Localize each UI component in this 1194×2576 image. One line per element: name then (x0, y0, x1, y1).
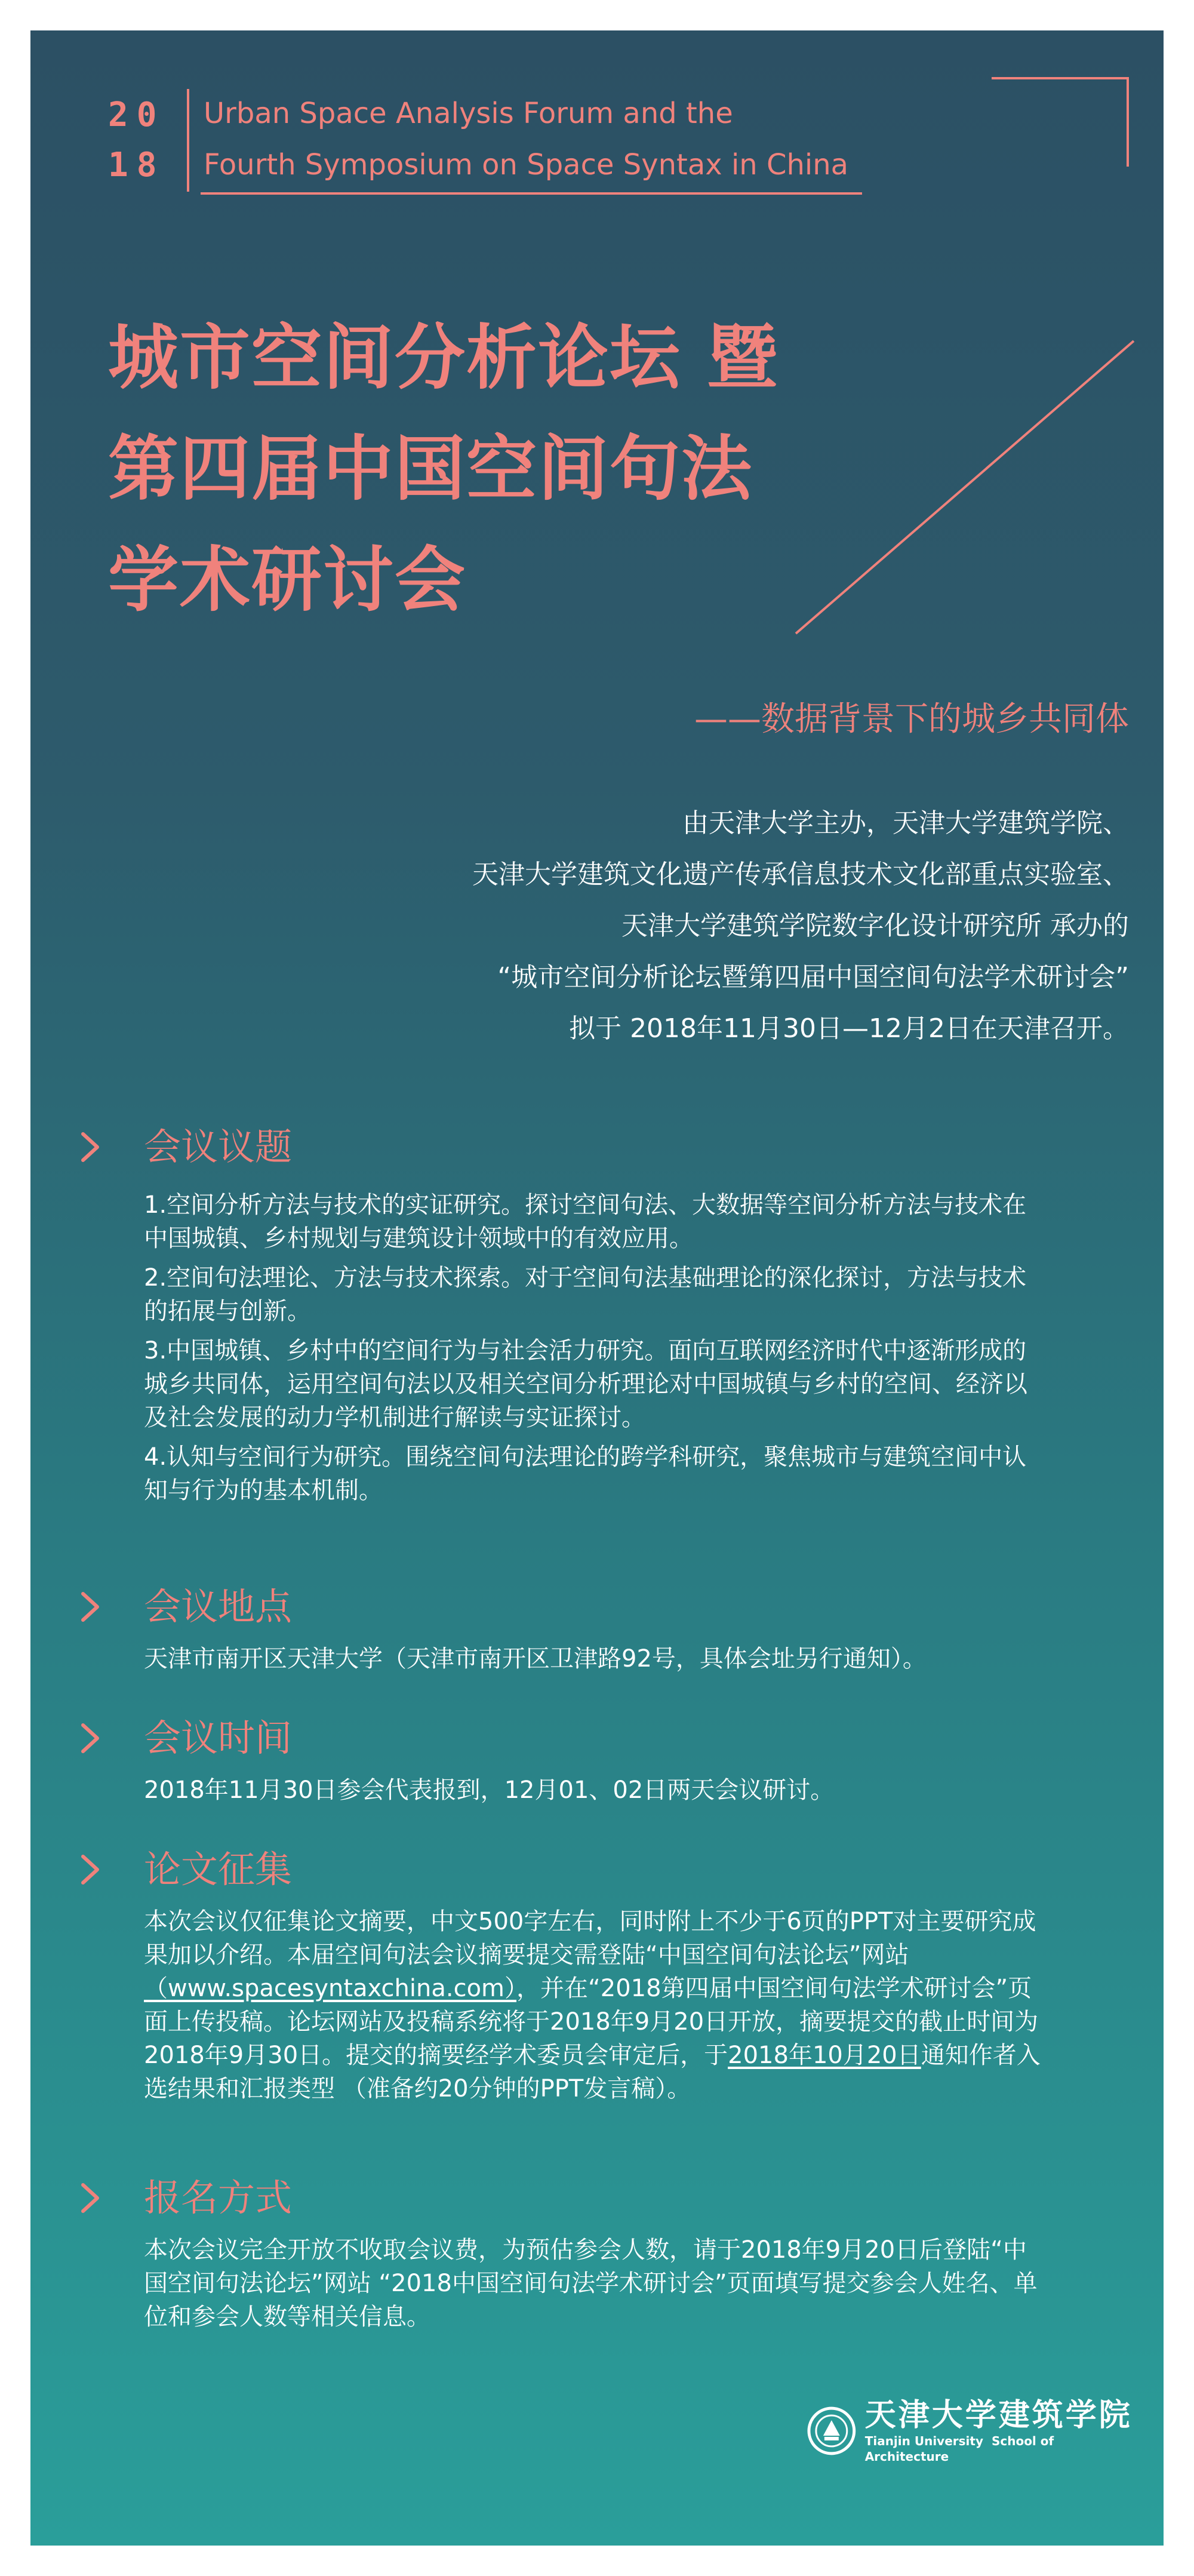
section-title: 报名方式 (144, 2176, 293, 2220)
chevron-right-icon (78, 1126, 114, 1168)
diagonal-line-decoration (30, 30, 1164, 687)
venue-text: 天津市南开区天津大学（天津市南开区卫津路92号，具体会址另行通知）。 (144, 1645, 927, 1673)
intro-line: 天津大学建筑学院数字化设计研究所 承办的 (621, 911, 1129, 941)
intro-line: 由天津大学主办，天津大学建筑学院、 (682, 808, 1129, 838)
topic-item: 2.空间句法理论、方法与技术探索。对于空间句法基础理论的深化探讨，方法与技术的拓展与创新。 (144, 1264, 1027, 1325)
intro-line: 拟于 2018年11月30日—12月2日在天津召开。 (569, 1013, 1129, 1044)
topic-item: 4.认知与空间行为研究。围绕空间句法理论的跨学科研究，聚焦城市与建筑空间中认知与行为的基本机制。 (144, 1443, 1027, 1504)
section-venue (78, 1580, 1045, 1682)
chevron-right-icon (78, 1849, 114, 1890)
topic-item: 1.空间分析方法与技术的实证研究。探讨空间句法、大数据等空间分析方法与技术在中国城镇、乡村规划与建筑设计领域中的有效应用。 (144, 1191, 1027, 1252)
logo-english-right: School of Architecture (864, 2434, 1054, 2464)
section-body (144, 2233, 1045, 2334)
chinese-title-line2: 第四届中国空间句法 (108, 428, 753, 510)
section-body (144, 1773, 1045, 1807)
section-title: 会议时间 (144, 1716, 293, 1760)
section-topics (78, 1120, 1045, 1513)
registration-text: 本次会议完全开放不收取会议费，为预估参会人数，请于2018年9月20日后登陆“中国空间句法论坛”网站 “2018中国空间句法学术研讨会”页面填写提交参会人姓名、单位和参会人数等相关信息。 (144, 2236, 1038, 2331)
section-title: 会议议题 (144, 1125, 293, 1169)
intro-line: “城市空间分析论坛暨第四届中国空间句法学术研讨会” (497, 962, 1129, 992)
subtitle: ——数据背景下的城乡共同体 (694, 700, 1129, 739)
university-logo (807, 2395, 1141, 2467)
topic-item: 3.中国城镇、乡村中的空间行为与社会活力研究。面向互联网经济时代中逐渐形成的城乡共同体，运用空间句法以及相关空间分析理论对中国城镇与乡村的空间、经济以及社会发展的动力学机制进行解读与实证探讨。 (144, 1337, 1027, 1431)
logo-chinese-name: 天津大学建筑学院 (864, 2397, 1133, 2433)
logo-english-name (865, 2433, 1141, 2464)
chinese-title-line3: 学术研讨会 (108, 539, 467, 621)
chevron-right-icon (78, 1586, 114, 1628)
university-emblem-icon (807, 2406, 857, 2456)
section-title: 会议地点 (144, 1585, 293, 1628)
english-title-line2: Fourth Symposium on Space Syntax in China (204, 148, 849, 182)
chevron-right-icon (78, 2177, 114, 2219)
english-title-line1: Urban Space Analysis Forum and the (204, 97, 733, 130)
year-top: 20 (108, 96, 165, 134)
section-body (144, 1642, 1045, 1676)
papers-text (144, 1905, 1045, 2105)
section-body (144, 1188, 1045, 1507)
papers-text-c: 通知作者入选结果和汇报类型 （准备约20分钟的PPT发言稿）。 (144, 2042, 1041, 2102)
intro-paragraph (257, 798, 1129, 1055)
section-body (144, 1905, 1045, 2105)
time-text: 2018年11月30日参会代表报到，12月01、02日两天会议研讨。 (144, 1776, 835, 1804)
chinese-title-line1: 城市空间分析论坛 暨 (108, 316, 779, 399)
logo-english-left: Tianjin University (864, 2434, 984, 2448)
section-time (78, 1711, 1045, 1813)
section-registration (78, 2171, 1045, 2340)
section-papers (78, 1843, 1045, 2111)
website-link[interactable]: （www.spacesyntaxchina.com） (144, 1975, 517, 2002)
year-bottom: 18 (108, 146, 165, 185)
notification-date: 2018年10月20日 (728, 2042, 921, 2069)
poster (30, 30, 1164, 2546)
intro-line: 天津大学建筑文化遗产传承信息技术文化部重点实验室、 (472, 859, 1129, 890)
section-title: 论文征集 (144, 1848, 293, 1891)
papers-text-a: 本次会议仅征集论文摘要，中文500字左右，同时附上不少于6页的PPT对主要研究成果加以介绍。本届空间句法会议摘要提交需登陆“中国空间句法论坛”网站 (144, 1908, 1036, 1969)
chevron-right-icon (78, 1717, 114, 1759)
papers-text-b: ，并在“2018第四届中国空间句法学术研讨会”页面上传投稿。论坛网站及投稿系统将于2018年9月20日开放，摘要提交的截止时间为2018年9月30日。提交的摘要经学术委员会审定后，于 (144, 1975, 1039, 2069)
